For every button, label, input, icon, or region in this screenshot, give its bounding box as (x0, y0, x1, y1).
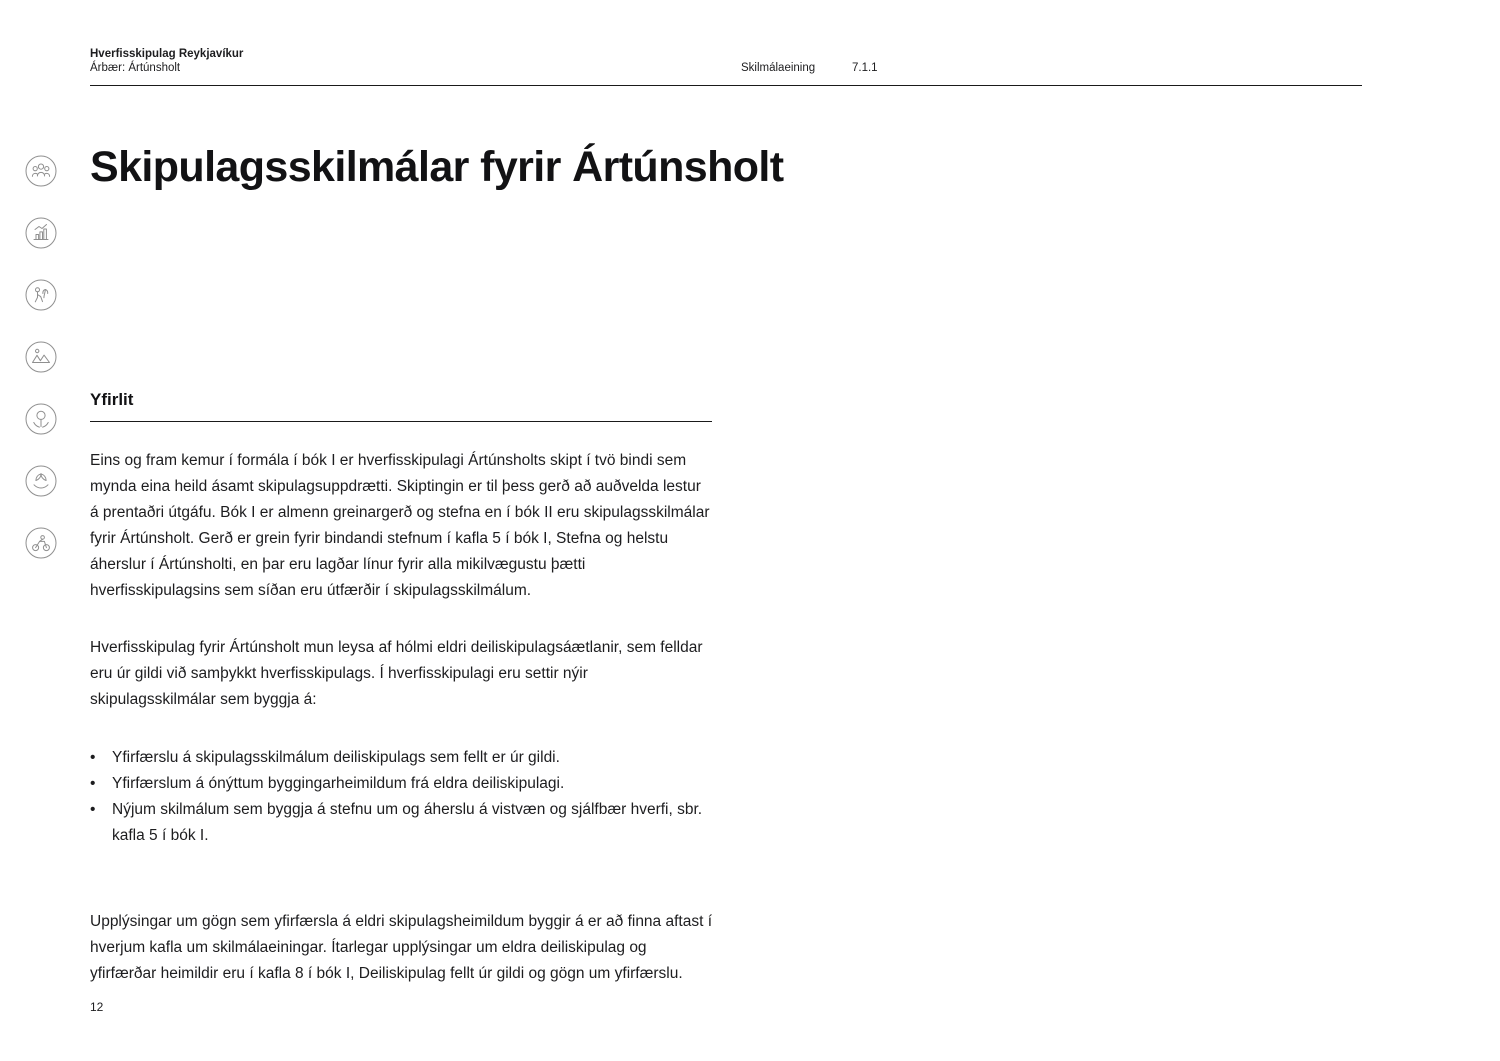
bullet-text: Nýjum skilmálum sem byggja á stefnu um og áherslu á vistvæn og sjálfbær hverfi, sbr. kafla 5 í bók I. (112, 801, 703, 844)
list-item (90, 797, 712, 849)
people-icon (25, 155, 57, 187)
tree-cycle-icon (25, 403, 57, 435)
overview-section (90, 390, 712, 987)
bullet-marker: • (90, 749, 96, 766)
bullet-list (90, 745, 712, 849)
doc-type-label: Skilmálaeining (741, 62, 816, 74)
sustainability-leaf-icon (25, 465, 57, 497)
organization-name: Hverfisskipulag Reykjavíkur (90, 48, 244, 60)
header-divider (90, 85, 1362, 86)
bullet-text: Yfirfærslu á skipulagsskilmálum deiliskipulags sem fellt er úr gildi. (112, 749, 560, 766)
bullet-text: Yfirfærslum á ónýttum byggingarheimildum frá eldra deiliskipulagi. (112, 775, 565, 792)
section-heading: Yfirlit (90, 390, 712, 422)
bullet-marker: • (90, 801, 96, 818)
housing-growth-icon (25, 217, 57, 249)
paragraph: Eins og fram kemur í formála í bók I er hverfisskipulagi Ártúnsholts skipt í tvö bindi sem mynda eina heild ásamt skipulagsuppdrætti. Skiptingin er til þess gerð að auðvelda lestur á prentaðri útgáfu. Bók I er almenn greinargerð og stefna en í bók II eru skipulagsskilmálar fyrir Ártúnsholt. Gerð er grein fyrir bindandi stefnum í kafla 5 í bók I, Stefna og helstu áherslur í Ártúnsholti, en þar eru lagðar línur fyrir alla mikilvægustu þætti hverfisskipulagsins sem síðan eru útfærðir í skipulagsskilmálum. (90, 452, 710, 599)
landscape-icon (25, 341, 57, 373)
bullet-marker: • (90, 775, 96, 792)
doc-number: 7.1.1 (852, 62, 878, 74)
page-number: 12 (90, 1000, 104, 1014)
active-travel-icon (25, 527, 57, 559)
chapter-icon-rail (25, 155, 57, 559)
paragraph: Hverfisskipulag fyrir Ártúnsholt mun leysa af hólmi eldri deiliskipulagsáætlanir, sem felldar eru úr gildi við samþykkt hverfisskipulags. Í hverfisskipulagi eru settir nýir skipulagsskilmálar sem byggja á: (90, 639, 703, 708)
list-item (90, 745, 712, 771)
page-title: Skipulagsskilmálar fyrir Ártúnsholt (90, 143, 784, 191)
doc-header (90, 47, 243, 75)
list-item (90, 771, 712, 797)
paragraph: Upplýsingar um gögn sem yfirfærsla á eldri skipulagsheimildum byggir á er að finna aftast í hverjum kafla um skilmálaeiningar. Ítarlegar upplýsingar um eldra deiliskipulag og yfirfærðar heimildir eru í kafla 8 í bók I, Deiliskipulag fellt úr gildi og gögn um yfirfærslu. (90, 913, 713, 982)
person-nature-icon (25, 279, 57, 311)
district-name: Árbær: Ártúnsholt (90, 62, 181, 74)
